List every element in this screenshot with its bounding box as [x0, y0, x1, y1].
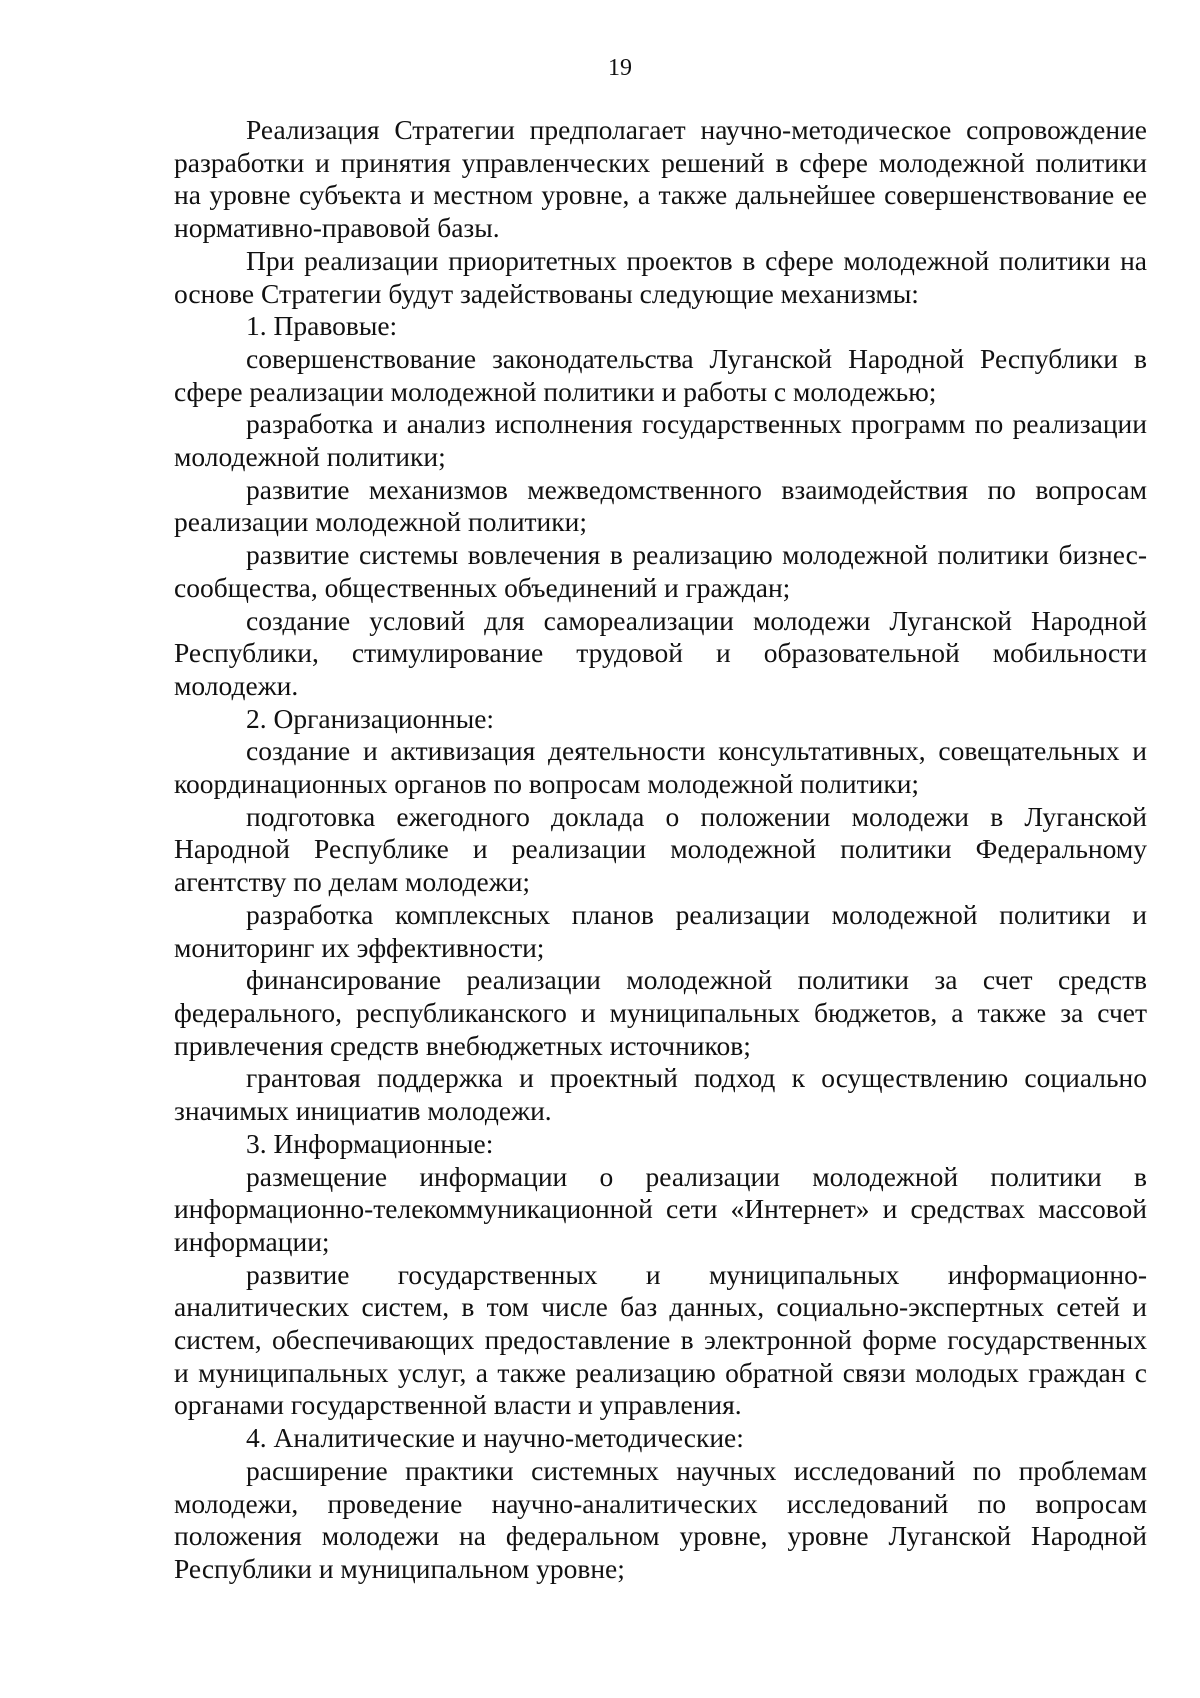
list-item: разработка комплексных планов реализации молодежной политики и мониторинг их эффективности;: [174, 898, 1147, 963]
list-heading-legal: 1. Правовые:: [246, 310, 398, 342]
list-item: размещение информации о реализации молодежной политики в информационно-телекоммуникационной сети «Интернет» и средствах массовой информации;: [174, 1160, 1147, 1257]
list-item: совершенствование законодательства Луганской Народной Республики в сфере реализации молодежной политики и работы с молодежью;: [174, 342, 1147, 407]
paragraph: Реализация Стратегии предполагает научно-методическое сопровождение разработки и принятия управленческих решений в сфере молодежной политики на уровне субъекта и местном уровне, а также дальнейшее совершенствование ее нормативно-правовой базы.: [174, 114, 1147, 244]
list-item: грантовая поддержка и проектный подход к осуществлению социально значимых инициатив молодежи.: [174, 1062, 1147, 1127]
list-heading-informational: 3. Информационные:: [246, 1127, 494, 1159]
list-heading-analytical: 4. Аналитические и научно-методические:: [246, 1422, 744, 1454]
list-item: расширение практики системных научных исследований по проблемам молодежи, проведение научно-аналитических исследований по вопросам положения молодежи на федеральном уровне, уровне Луганской Народной Республики и муниципальном уровне;: [174, 1454, 1147, 1584]
list-item: создание условий для самореализации молодежи Луганской Народной Республики, стимулирование трудовой и образовательной мобильности молодежи.: [174, 604, 1147, 701]
list-item: разработка и анализ исполнения государственных программ по реализации молодежной политики;: [174, 408, 1147, 473]
list-item: развитие системы вовлечения в реализацию молодежной политики бизнес-сообщества, общественных объединений и граждан;: [174, 539, 1147, 603]
document-body: [174, 114, 1147, 1586]
list-item: подготовка ежегодного доклада о положении молодежи в Луганской Народной Республике и реализации молодежной политики Федеральному агентству по делам молодежи;: [174, 800, 1147, 898]
list-item: развитие государственных и муниципальных информационно-аналитических систем, в том числе баз данных, социально-экспертных сетей и систем, обеспечивающих предоставление в электронной форме государственных и муниципальных услуг, а также реализацию обратной связи молодых граждан с органами государственной власти и управления.: [174, 1258, 1147, 1421]
paragraph: При реализации приоритетных проектов в сфере молодежной политики на основе Стратегии будут задействованы следующие механизмы:: [174, 244, 1147, 309]
list-item: финансирование реализации молодежной политики за счет средств федерального, республиканского и муниципальных бюджетов, а также за счет привлечения средств внебюджетных источников;: [174, 964, 1147, 1061]
list-item: развитие механизмов межведомственного взаимодействия по вопросам реализации молодежной политики;: [174, 473, 1147, 538]
list-item: создание и активизация деятельности консультативных, совещательных и координационных органов по вопросам молодежной политики;: [174, 735, 1147, 800]
list-heading-organizational: 2. Организационные:: [246, 702, 495, 734]
page-number: 19: [608, 55, 632, 81]
